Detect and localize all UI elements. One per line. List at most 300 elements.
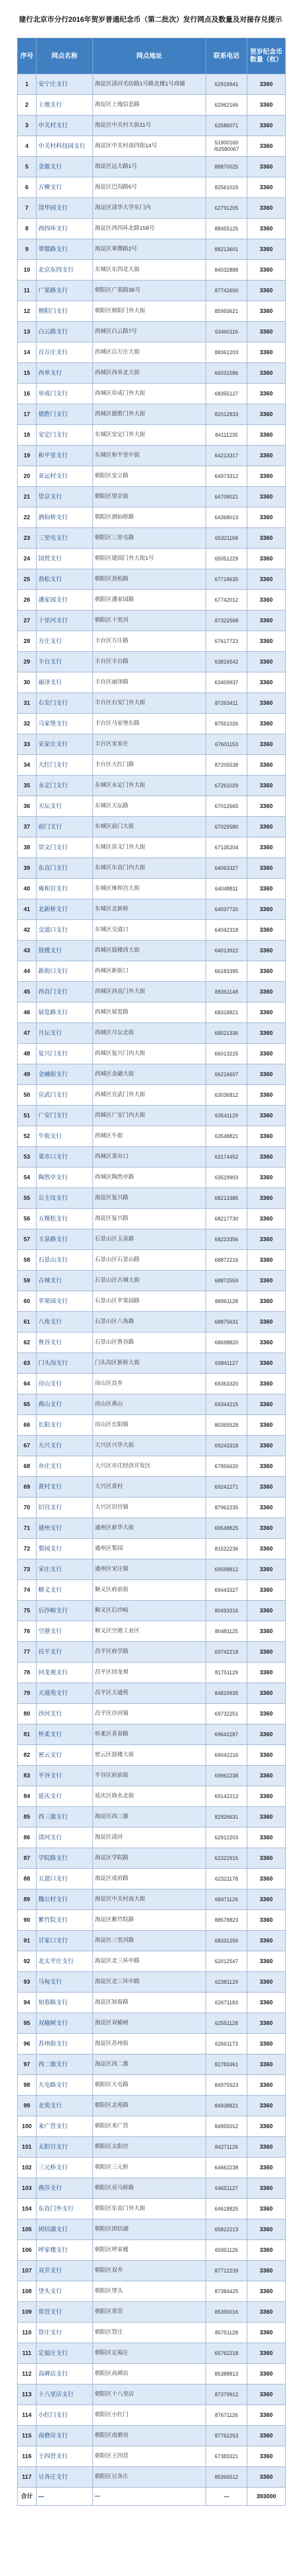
table-row — [18, 2467, 286, 2488]
branch-name: 八角支行 — [37, 1312, 93, 1332]
table-row — [18, 1147, 286, 1167]
branch-address: 海淀区苏州街 — [93, 2034, 206, 2054]
branch-name: 牛街支行 — [37, 1126, 93, 1147]
branch-phone: 68872216 — [206, 1250, 247, 1271]
branch-name: 清河支行 — [37, 1828, 93, 1848]
branch-phone: 65762218 — [206, 2343, 247, 2364]
table-row — [18, 1250, 286, 1271]
branch-address: 石景山区苹果园路 — [93, 1291, 206, 1312]
table-row — [18, 631, 286, 652]
branch-address: 朝阳区十里河 — [93, 611, 206, 631]
branch-number: 41 — [18, 899, 37, 920]
table-row — [18, 1229, 286, 1250]
table-row — [18, 2426, 286, 2446]
table-row — [18, 1993, 286, 2013]
branch-address: 昌平区回龙观 — [93, 1663, 206, 1683]
branch-number: 1 — [18, 74, 37, 95]
branch-number: 50 — [18, 1085, 37, 1106]
table-row — [18, 2302, 286, 2323]
coin-count: 3360 — [247, 1704, 286, 1724]
branch-name: 亚运村支行 — [37, 466, 93, 487]
coin-count: 3360 — [247, 1993, 286, 2013]
branch-name: 马甸支行 — [37, 1972, 93, 1993]
table-row — [18, 1704, 286, 1724]
branch-name: 鲁谷支行 — [37, 1332, 93, 1353]
branch-address: 海淀区北三环中路 — [93, 1951, 206, 1972]
branch-name: 前门支行 — [37, 817, 93, 837]
branch-number: 15 — [18, 363, 37, 384]
coin-count: 3360 — [247, 1951, 286, 1972]
table-row — [18, 2364, 286, 2384]
branch-phone: 69443327 — [206, 1580, 247, 1601]
branch-phone: 64037720 — [206, 899, 247, 920]
branch-name: 清华园支行 — [37, 198, 93, 219]
table-row — [18, 1683, 286, 1704]
branch-name: 五道口支行 — [37, 1869, 93, 1889]
branch-number: 91 — [18, 1931, 37, 1951]
branch-name: 北新桥支行 — [37, 899, 93, 920]
branch-name: 展览路支行 — [37, 1002, 93, 1023]
branch-name: 白云路支行 — [37, 322, 93, 342]
coin-count: 3360 — [247, 487, 286, 507]
branch-number: 68 — [18, 1456, 37, 1477]
table-row — [18, 796, 286, 817]
coin-count: 3360 — [247, 404, 286, 425]
table-header-row — [18, 38, 286, 74]
coin-count: 3360 — [247, 2137, 286, 2158]
branch-number: 65 — [18, 1394, 37, 1415]
branch-name: 平谷支行 — [37, 1766, 93, 1786]
branch-number: 66 — [18, 1415, 37, 1436]
branch-phone: 69243318 — [206, 1436, 247, 1456]
coin-count: 3360 — [247, 260, 286, 281]
branch-address: 海淀区中关村南大街 — [93, 1889, 206, 1910]
table-row — [18, 1209, 286, 1229]
header-coin-count: 贺岁纪念币 数量（枚） — [247, 38, 286, 74]
table-row — [18, 1044, 286, 1064]
branch-address: 朝阳区管庄 — [93, 2323, 206, 2343]
branch-address: 房山区燕山 — [93, 1394, 206, 1415]
branch-number: 87 — [18, 1848, 37, 1869]
branch-name: 西四环支行 — [37, 219, 93, 239]
coin-count: 3360 — [247, 507, 286, 528]
branch-name: 玉泉路支行 — [37, 1229, 93, 1250]
branch-number: 47 — [18, 1023, 37, 1044]
table-row — [18, 2178, 286, 2199]
branch-address: 朝阳区小红门 — [93, 2405, 206, 2426]
table-row — [18, 1291, 286, 1312]
branch-name: 万柳支行 — [37, 177, 93, 198]
coin-count: 3360 — [247, 1456, 286, 1477]
branch-phone: 80365528 — [206, 1415, 247, 1436]
table-row — [18, 2343, 286, 2364]
branch-number: 39 — [18, 858, 37, 879]
branch-number: 24 — [18, 549, 37, 569]
coin-count: 3360 — [247, 652, 286, 672]
branch-phone: 87384425 — [206, 2281, 247, 2302]
branch-name: 东直门外支行 — [37, 2199, 93, 2219]
branch-number: 94 — [18, 1993, 37, 2013]
branch-name: 呼家楼支行 — [37, 2240, 93, 2261]
total-label: 合计 — [18, 2488, 37, 2506]
total-count: 393000 — [247, 2488, 286, 2506]
branch-number: 37 — [18, 817, 37, 837]
table-row — [18, 219, 286, 239]
branch-address: 朝阳区三元桥 — [93, 2158, 206, 2178]
branch-name: 马家堡支行 — [37, 714, 93, 734]
branch-number: 60 — [18, 1291, 37, 1312]
table-row — [18, 2075, 286, 2096]
branch-address: 西城区宣武门外大街 — [93, 1085, 206, 1106]
branch-phone: 84032888 — [206, 260, 247, 281]
branch-address: 朝阳区望京街 — [93, 487, 206, 507]
branch-address: 西城区百万庄大街 — [93, 342, 206, 363]
coin-count: 3360 — [247, 569, 286, 590]
table-row — [18, 755, 286, 776]
table-row — [18, 136, 286, 157]
branch-name: 广渠路支行 — [37, 281, 93, 301]
branch-address: 东城区永定门外大街 — [93, 776, 206, 796]
branch-address: 海淀区知春路 — [93, 1993, 206, 2013]
branch-address: 海淀区中关村大街11号 — [93, 116, 206, 136]
branch-phone: 63541129 — [206, 1106, 247, 1126]
branch-address: 西城区月坛北街 — [93, 1023, 206, 1044]
branch-address: 石景山区石景山路 — [93, 1250, 206, 1271]
branch-number: 12 — [18, 301, 37, 322]
page-title: 建行北京市分行2016年贺岁普通纪念币（第二批次）发行网点及数量及对接存兑提示 — [19, 15, 282, 24]
table-row — [18, 569, 286, 590]
branch-number: 16 — [18, 384, 37, 404]
branch-phone: 69042216 — [206, 1745, 247, 1766]
table-row — [18, 425, 286, 446]
branch-phone: 64013922 — [206, 941, 247, 961]
header-branch-name: 网点名称 — [37, 38, 93, 74]
branch-address: 东城区安定门外大街 — [93, 425, 206, 446]
header-no: 序号 — [18, 38, 37, 74]
branch-phone: 68217730 — [206, 1209, 247, 1229]
table-row — [18, 1889, 286, 1910]
branch-number: 75 — [18, 1601, 37, 1621]
coin-count: 3360 — [247, 1848, 286, 1869]
branch-name: 中关村支行 — [37, 116, 93, 136]
coin-count: 3360 — [247, 2199, 286, 2219]
branch-number: 101 — [18, 2137, 37, 2158]
branch-name: 房山支行 — [37, 1374, 93, 1394]
branch-phone: 84938821 — [206, 2096, 247, 2116]
coin-count: 3360 — [247, 590, 286, 611]
coin-count: 3360 — [247, 2446, 286, 2467]
coin-count: 3360 — [247, 116, 286, 136]
branch-phone: 63036812 — [206, 1085, 247, 1106]
table-row — [18, 157, 286, 177]
coin-count: 3360 — [247, 1167, 286, 1188]
branch-number: 67 — [18, 1436, 37, 1456]
coin-count: 3360 — [247, 1229, 286, 1250]
branch-phone: 82783361 — [206, 2054, 247, 2075]
branch-name: 学院路支行 — [37, 1848, 93, 1869]
branch-number: 99 — [18, 2096, 37, 2116]
branch-phone: 69142213 — [206, 1786, 247, 1807]
branch-number: 102 — [18, 2158, 37, 2178]
branch-phone: 87712239 — [206, 2261, 247, 2281]
branch-number: 77 — [18, 1642, 37, 1663]
coin-count: 3360 — [247, 796, 286, 817]
branch-number: 45 — [18, 982, 37, 1002]
branch-phone: 88213601 — [206, 239, 247, 260]
branch-phone: 64063327 — [206, 858, 247, 879]
branch-address: 东城区交道口 — [93, 920, 206, 941]
branch-address: 丰台区丰台路 — [93, 652, 206, 672]
branch-phone: 87671126 — [206, 2405, 247, 2426]
branch-name: 旧宫支行 — [37, 1498, 93, 1518]
table-row — [18, 2323, 286, 2343]
branch-name: 知春路支行 — [37, 1993, 93, 2013]
coin-count: 3360 — [247, 157, 286, 177]
branch-name: 百万庄支行 — [37, 342, 93, 363]
branch-phone: 69732251 — [206, 1704, 247, 1724]
branch-number: 42 — [18, 920, 37, 941]
table-row — [18, 446, 286, 466]
branch-number: 71 — [18, 1518, 37, 1539]
table-row — [18, 2405, 286, 2426]
branch-number: 78 — [18, 1663, 37, 1683]
branch-number: 33 — [18, 734, 37, 755]
branch-address: 东城区北新桥 — [93, 899, 206, 920]
branch-address: 海淀区清河 — [93, 1828, 206, 1848]
branch-address: 朝阳区呼家楼 — [93, 2240, 206, 2261]
branch-address: 海淀区清河毛纺路1号路北楼1号商铺 — [93, 74, 206, 95]
coin-count: 3360 — [247, 1436, 286, 1456]
table-row — [18, 507, 286, 528]
branch-name: 大兴支行 — [37, 1436, 93, 1456]
table-row — [18, 2261, 286, 2281]
table-row — [18, 1972, 286, 1993]
table-row — [18, 1064, 286, 1085]
coin-count: 3360 — [247, 1498, 286, 1518]
branch-phone: 68698820 — [206, 1332, 247, 1353]
table-row — [18, 1023, 286, 1044]
branch-name: 右安门支行 — [37, 693, 93, 714]
branch-number: 97 — [18, 2054, 37, 2075]
table-row — [18, 714, 286, 734]
table-row — [18, 1415, 286, 1436]
coin-count: 3360 — [247, 549, 286, 569]
branch-phone: 68872559 — [206, 1271, 247, 1291]
branch-phone: 84955012 — [206, 2116, 247, 2137]
branch-phone: 68331256 — [206, 1931, 247, 1951]
coin-count: 3360 — [247, 1147, 286, 1167]
table-row — [18, 899, 286, 920]
coin-count: 3360 — [247, 2178, 286, 2199]
branch-address: 朝阳区酒仙桥路 — [93, 507, 206, 528]
branch-name: 北太平庄支行 — [37, 1951, 93, 1972]
branch-address: 海淀区西二旗 — [93, 2054, 206, 2075]
branch-name: 回龙观支行 — [37, 1663, 93, 1683]
branch-phone: 67601153 — [206, 734, 247, 755]
table-row — [18, 1807, 286, 1828]
branch-number: 13 — [18, 322, 37, 342]
branch-phone: 65822213 — [206, 2219, 247, 2240]
branch-name: 王四营支行 — [37, 2446, 93, 2467]
branch-number: 108 — [18, 2281, 37, 2302]
branch-name: 管庄支行 — [37, 2323, 93, 2343]
branch-phone: 67012665 — [206, 796, 247, 817]
branch-name: 方庄支行 — [37, 631, 93, 652]
branch-name: 翠微路支行 — [37, 239, 93, 260]
branch-phone: 68021336 — [206, 1023, 247, 1044]
coin-distribution-table — [17, 38, 286, 2506]
branch-address: 丰台区丽泽路 — [93, 672, 206, 693]
table-row — [18, 1332, 286, 1353]
branch-phone: 63460116 — [206, 322, 247, 342]
table-row — [18, 837, 286, 858]
table-row — [18, 1786, 286, 1807]
table-row — [18, 466, 286, 487]
branch-phone: 68875631 — [206, 1312, 247, 1332]
coin-count: 3360 — [247, 982, 286, 1002]
branch-number: 25 — [18, 569, 37, 590]
branch-phone: 87205538 — [206, 755, 247, 776]
coin-count: 3360 — [247, 1931, 286, 1951]
coin-count: 3360 — [247, 2323, 286, 2343]
coin-count: 3360 — [247, 2426, 286, 2446]
branch-number: 6 — [18, 177, 37, 198]
branch-name: 天通苑支行 — [37, 1683, 93, 1704]
coin-count: 3360 — [247, 1580, 286, 1601]
coin-count: 3360 — [247, 342, 286, 363]
branch-number: 14 — [18, 342, 37, 363]
branch-address: 石景山区玉泉路 — [93, 1229, 206, 1250]
branch-name: 豆各庄支行 — [37, 2467, 93, 2488]
branch-address: 西城区菜市口 — [93, 1147, 206, 1167]
branch-name: 双井支行 — [37, 2261, 93, 2281]
branch-number: 110 — [18, 2323, 37, 2343]
branch-phone: 62012547 — [206, 1951, 247, 1972]
coin-count: 3360 — [247, 2467, 286, 2488]
branch-address: 朝阳区双井 — [93, 2261, 206, 2281]
branch-address: 丰台区右安门外大街 — [93, 693, 206, 714]
branch-name: 梨园支行 — [37, 1539, 93, 1559]
coin-count: 3360 — [247, 1972, 286, 1993]
branch-name: 永定门支行 — [37, 776, 93, 796]
branch-number: 19 — [18, 446, 37, 466]
branch-number: 44 — [18, 961, 37, 982]
branch-phone: 51900160 /62580067 — [206, 136, 247, 157]
coin-count: 3360 — [247, 714, 286, 734]
coin-count: 3360 — [247, 1642, 286, 1663]
table-row — [18, 1085, 286, 1106]
coin-count: 3360 — [247, 446, 286, 466]
branch-address: 东城区东直门内大街 — [93, 858, 206, 879]
coin-count: 3360 — [247, 817, 286, 837]
branch-phone: 67742012 — [206, 590, 247, 611]
table-row — [18, 177, 286, 198]
branch-phone: 62671183 — [206, 1993, 247, 2013]
branch-address: 东城区和平里中街 — [93, 446, 206, 466]
branch-name: 北苑支行 — [37, 2096, 93, 2116]
branch-number: 18 — [18, 425, 37, 446]
coin-count: 3360 — [247, 1663, 286, 1683]
branch-number: 43 — [18, 941, 37, 961]
branch-address: 海淀区北三环中路 — [93, 1972, 206, 1993]
coin-count: 3360 — [247, 2096, 286, 2116]
table-row — [18, 672, 286, 693]
table-row — [18, 817, 286, 837]
branch-number: 4 — [18, 136, 37, 157]
branch-address: 朝阳区定福庄 — [93, 2343, 206, 2364]
branch-number: 11 — [18, 281, 37, 301]
branch-address: 朝阳区安立路 — [93, 466, 206, 487]
branch-name: 西直门支行 — [37, 982, 93, 1002]
branch-number: 2 — [18, 95, 37, 116]
branch-phone: 69642287 — [206, 1724, 247, 1745]
branch-name: 延庆支行 — [37, 1786, 93, 1807]
branch-name: 西二旗支行 — [37, 2054, 93, 2075]
branch-address: 顺义区府前街 — [93, 1580, 206, 1601]
table-row — [18, 74, 286, 95]
branch-address: 丰台区马家堡东路 — [93, 714, 206, 734]
branch-number: 62 — [18, 1332, 37, 1353]
branch-phone: 68318821 — [206, 1002, 247, 1023]
branch-number: 80 — [18, 1704, 37, 1724]
branch-phone: 80493316 — [206, 1601, 247, 1621]
coin-count: 3360 — [247, 1724, 286, 1745]
table-row — [18, 2240, 286, 2261]
table-row — [18, 260, 286, 281]
branch-phone: 68471126 — [206, 1889, 247, 1910]
branch-number: 35 — [18, 776, 37, 796]
table-row — [18, 1601, 286, 1621]
branch-name: 和平里支行 — [37, 446, 93, 466]
branch-name: 安定门支行 — [37, 425, 93, 446]
branch-name: 朝阳门支行 — [37, 301, 93, 322]
branch-address: 平谷区府前街 — [93, 1766, 206, 1786]
branch-phone: 64709021 — [206, 487, 247, 507]
branch-name: 太阳宫支行 — [37, 2137, 93, 2158]
branch-number: 51 — [18, 1106, 37, 1126]
branch-address: 大兴区兴华大街 — [93, 1436, 206, 1456]
branch-address: 昌平区天通苑 — [93, 1683, 206, 1704]
branch-name: 垡头支行 — [37, 2281, 93, 2302]
coin-count: 3360 — [247, 631, 286, 652]
branch-phone: 87742600 — [206, 281, 247, 301]
branch-phone: 67617723 — [206, 631, 247, 652]
branch-number: 100 — [18, 2116, 37, 2137]
branch-number: 83 — [18, 1766, 37, 1786]
branch-address: 朝阳区广渠路36号 — [93, 281, 206, 301]
branch-name: 丽泽支行 — [37, 672, 93, 693]
coin-count: 3360 — [247, 2240, 286, 2261]
branch-phone: 88578823 — [206, 1910, 247, 1931]
branch-address: 西城区复兴门内大街 — [93, 1044, 206, 1064]
coin-count: 3360 — [247, 2054, 286, 2075]
branch-name: 西三旗支行 — [37, 1807, 93, 1828]
branch-number: 117 — [18, 2467, 37, 2488]
branch-phone: 69962238 — [206, 1766, 247, 1786]
branch-name: 怀柔支行 — [37, 1724, 93, 1745]
table-row — [18, 879, 286, 899]
branch-address: 东城区天坛路 — [93, 796, 206, 817]
header-phone: 联系电话 — [206, 38, 247, 74]
branch-address: 海淀区中关村南四街14号 — [93, 136, 206, 157]
branch-name: 劲松支行 — [37, 569, 93, 590]
branch-phone: 64042318 — [206, 920, 247, 941]
table-row — [18, 1951, 286, 1972]
coin-count: 3360 — [247, 1374, 286, 1394]
branch-address: 海淀区学院路 — [93, 1848, 206, 1869]
branch-name: 大屯路支行 — [37, 2075, 93, 2096]
coin-count: 3360 — [247, 466, 286, 487]
